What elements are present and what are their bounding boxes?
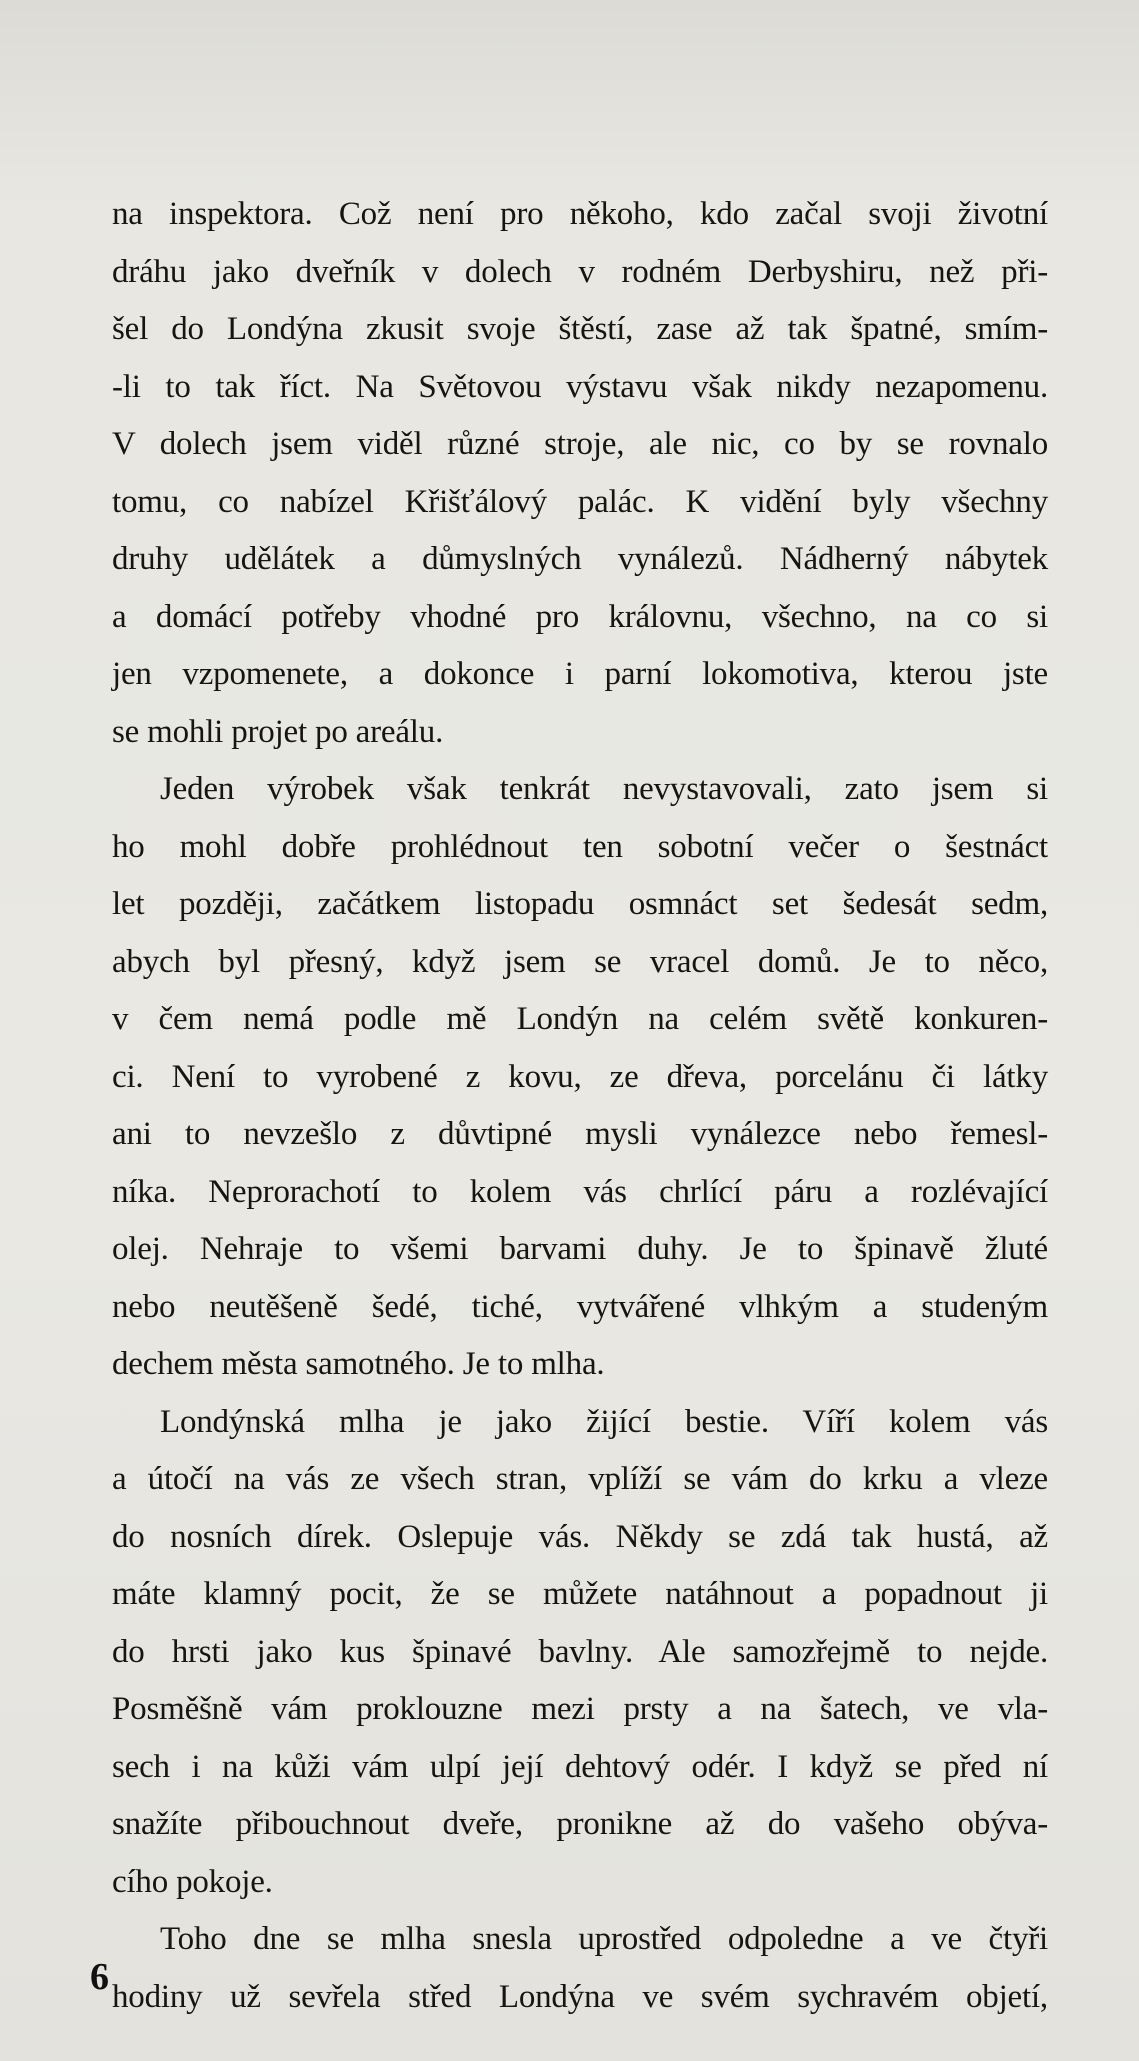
- text-line: let později, začátkem listopadu osmnáct set šedesát sedm,: [112, 886, 1048, 922]
- text-line: jen vzpomenete, a dokonce i parní lokomotiva, kterou jste: [112, 656, 1048, 692]
- text-line: a útočí na vás ze všech stran, vplíží se vám do krku a vleze: [112, 1461, 1048, 1497]
- text-line: ho mohl dobře prohlédnout ten sobotní večer o šestnáct: [112, 828, 1048, 865]
- text-line: dráhu jako dveřník v dolech v rodném Derbyshiru, než při-: [112, 253, 1048, 290]
- text-line: -li to tak říct. Na Světovou výstavu však nikdy nezapomenu.: [112, 368, 1048, 405]
- text-line: sech i na kůži vám ulpí její dehtový odér. I když se před ní: [112, 1748, 1048, 1785]
- body-text: [112, 186, 1048, 2026]
- text-line: v čem nemá podle mě Londýn na celém světě konkuren-: [112, 1001, 1048, 1037]
- text-line: druhy udělátek a důmyslných vynálezů. Nádherný nábytek: [112, 541, 1048, 577]
- text-line: tomu, co nabízel Křišťálový palác. K vidění byly všechny: [112, 483, 1048, 520]
- text-line: do hrsti jako kus špinavé bavlny. Ale samozřejmě to nejde.: [112, 1633, 1048, 1670]
- text-line: ci. Není to vyrobené z kovu, ze dřeva, porcelánu či látky: [112, 1058, 1048, 1095]
- text-line: V dolech jsem viděl různé stroje, ale nic, co by se rovnalo: [112, 426, 1048, 462]
- text-line: ani to nevzešlo z důvtipné mysli vynálezce nebo řemesl-: [112, 1116, 1048, 1152]
- page-number: 6: [90, 1956, 109, 1998]
- text-line: olej. Nehraje to všemi barvami duhy. Je to špinavě žluté: [112, 1231, 1048, 1267]
- text-line: hodiny už sevřela střed Londýna ve svém sychravém objetí,: [112, 1978, 1048, 2015]
- text-line: níka. Neprorachotí to kolem vás chrlící páru a rozlévající: [112, 1173, 1048, 1210]
- text-line: Toho dne se mlha snesla uprostřed odpoledne a ve čtyři: [160, 1921, 1048, 1957]
- text-line: šel do Londýna zkusit svoje štěstí, zase až tak špatné, smím-: [112, 311, 1048, 347]
- text-line: máte klamný pocit, že se můžete natáhnout a popadnout ji: [112, 1576, 1048, 1612]
- text-line: na inspektora. Což není pro někoho, kdo začal svoji životní: [112, 196, 1048, 232]
- text-line: abych byl přesný, když jsem se vracel domů. Je to něco,: [112, 943, 1048, 980]
- text-line: dechem města samotného. Je to mlha.: [112, 1346, 605, 1382]
- text-line: Posměšně vám proklouzne mezi prsty a na šatech, ve vla-: [112, 1691, 1048, 1727]
- text-line: snažíte přibouchnout dveře, pronikne až do vašeho obýva-: [112, 1806, 1048, 1842]
- text-line: se mohli projet po areálu.: [112, 713, 444, 750]
- text-line: nebo neutěšeně šedé, tiché, vytvářené vlhkým a studeným: [112, 1288, 1048, 1325]
- text-line: Jeden výrobek však tenkrát nevystavovali, zato jsem si: [160, 771, 1048, 807]
- text-line: a domácí potřeby vhodné pro královnu, všechno, na co si: [112, 598, 1048, 635]
- text-line: cího pokoje.: [112, 1863, 273, 1900]
- text-line: do nosních dírek. Oslepuje vás. Někdy se zdá tak hustá, až: [112, 1518, 1048, 1555]
- text-line: Londýnská mlha je jako žijící bestie. Víří kolem vás: [160, 1403, 1048, 1440]
